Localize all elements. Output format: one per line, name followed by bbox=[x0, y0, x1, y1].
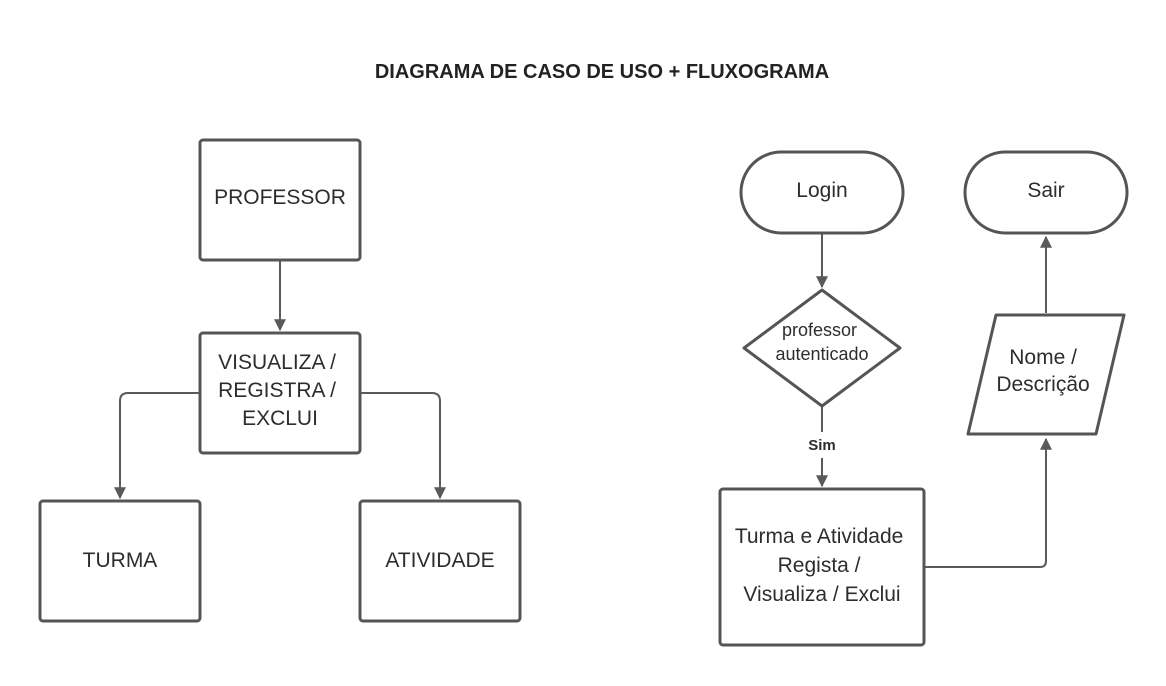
diagram-title: DIAGRAMA DE CASO DE USO + FLUXOGRAMA bbox=[374, 61, 830, 83]
node-atividade bbox=[360, 501, 520, 621]
node-decision bbox=[744, 290, 900, 406]
node-professor bbox=[200, 140, 360, 260]
node-input-line-2: Descrição bbox=[996, 373, 1090, 396]
edge-action-to-turma bbox=[120, 393, 200, 498]
node-process-line-3: Visualiza / Exclui bbox=[743, 583, 901, 606]
node-professor-label: PROFESSOR bbox=[214, 186, 346, 209]
flowchart bbox=[720, 152, 1127, 645]
node-turma bbox=[40, 501, 200, 621]
node-decision-line-1: professor bbox=[781, 320, 858, 340]
node-login bbox=[741, 152, 903, 233]
node-process-line-1: Turma e Atividade bbox=[734, 525, 904, 548]
node-process bbox=[720, 489, 924, 645]
node-atividade-label: ATIVIDADE bbox=[385, 549, 495, 572]
node-action-line-1: VISUALIZA / bbox=[218, 351, 337, 374]
node-decision-line-2: autenticado bbox=[775, 344, 869, 364]
node-process-line-2: Regista / bbox=[777, 554, 861, 577]
node-exit-label: Sair bbox=[1027, 179, 1065, 202]
node-turma-label: TURMA bbox=[82, 549, 158, 572]
edge-yes-label: Sim bbox=[808, 437, 836, 454]
node-input bbox=[968, 315, 1124, 434]
node-exit bbox=[965, 152, 1127, 233]
node-action-line-2: REGISTRA / bbox=[218, 379, 337, 402]
node-action bbox=[200, 333, 360, 453]
node-login-label: Login bbox=[796, 179, 848, 202]
use-case-diagram bbox=[40, 140, 520, 621]
edge-process-to-input bbox=[924, 439, 1046, 567]
node-action-line-3: EXCLUI bbox=[242, 407, 318, 430]
edge-action-to-atividade bbox=[360, 393, 440, 498]
node-input-line-1: Nome / bbox=[1009, 346, 1077, 369]
